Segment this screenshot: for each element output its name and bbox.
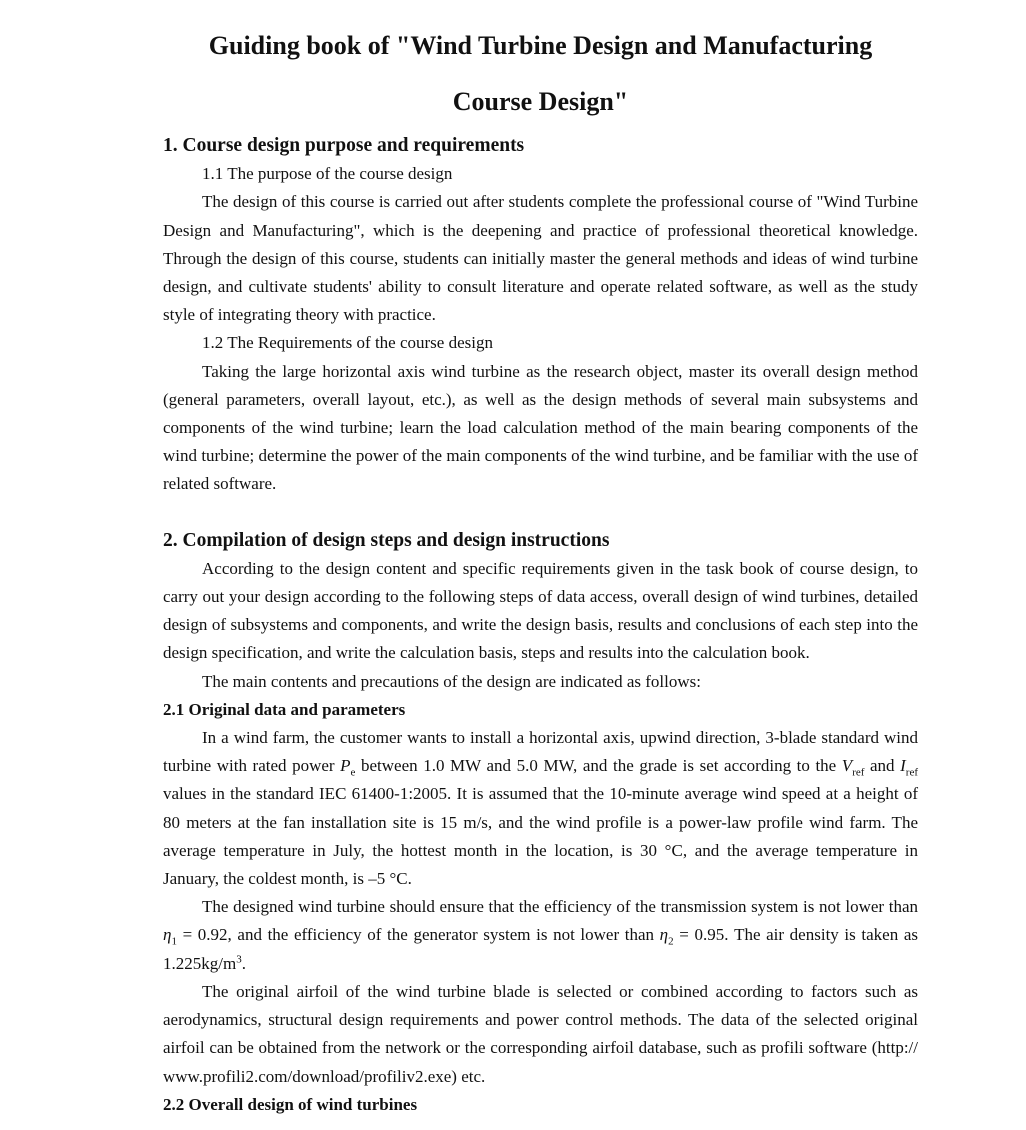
section-1-heading: 1. Course design purpose and requirements — [163, 135, 525, 156]
paragraph-airfoil: The original airfoil of the wind turbine blade is selected or combined according to factors such as aerodynamics, structural design requirements and power control methods. The data of the selected original airfoil can be obtained from the network or the corresponding airfoil database, such as profili software (http:// www.profili2.com/download/profiliv2.exe) etc. — [163, 981, 918, 1086]
paragraph-efficiency: The designed wind turbine should ensure that the efficiency of the transmission system is not lower than $\eta_1 = 0.92$, and the efficiency of the generator system is not lower than $\eta_2 = 0.95$. The air density is taken as $1.225kg/m^3$. — [163, 897, 918, 973]
paragraph-original-data: In a wind farm, the customer wants to install a horizontal axis, upwind direction, 3-blade standard wind turbine with rated power $P_e$ between 1.0 MW and 5.0 MW, and the grade is set according to the $V_{ref}$ and $I_{ref}$ values in the standard IEC 61400-1:2005. It is assumed that the 10-minute average wind speed at a height of 80 meters at the fan installation site is 15 m/s, and the wind profile is a power-law profile wind farm. The average temperature in July, the hottest month in the location, is 30 °C, and the average temperature in January, the coldest month, is –5 °C. — [163, 728, 918, 889]
title-line-1: Guiding book of "Wind Turbine Design and Manufacturing — [208, 31, 873, 60]
title-line-2: Course Design" — [452, 87, 629, 116]
subsection-1-2-body: Taking the large horizontal axis wind turbine as the research object, master its overall design method (general parameters, overall layout, etc.), as well as the design methods of several main subsystems and components of the wind turbine; learn the load calculation method of the main bearing components of the wind turbine; determine the power of the main components of the wind turbine, and be familiar with the use of related software. — [163, 361, 918, 494]
section-2-body-1: According to the design content and specific requirements given in the task book of course design, to carry out your design according to the following steps of data access, overall design of wind turbines, detailed design of subsystems and components, and write the design basis, results and conclusions of each step into the design specification, and write the calculation basis, steps and results into the calculation book. — [163, 558, 918, 663]
subsection-2-2-heading: 2.2 Overall design of wind turbines — [163, 1094, 418, 1114]
section-2-body-2: The main contents and precautions of the design are indicated as follows: — [202, 671, 701, 691]
subsection-1-1-heading: 1.1 The purpose of the course design — [202, 164, 453, 184]
subsection-1-2-heading: 1.2 The Requirements of the course design — [202, 333, 493, 353]
truncated-heading-container — [163, 1091, 918, 1114]
section-gap — [163, 499, 918, 527]
section-2-heading: 2. Compilation of design steps and design instructions — [163, 529, 610, 551]
subsection-2-1-heading: 2.1 Original data and parameters — [163, 699, 406, 719]
document-title — [163, 18, 918, 130]
document-page — [163, 0, 918, 1114]
subsection-1-1-body: The design of this course is carried out after students complete the professional course of "Wind Turbine Design and Manufacturing", which is the deepening and practice of professional theoretical knowledge. Through the design of this course, students can initially master the general methods and ideas of wind turbine design, and cultivate students' ability to consult literature and operate related software, as well as the study style of integrating theory with practice. — [163, 192, 918, 325]
